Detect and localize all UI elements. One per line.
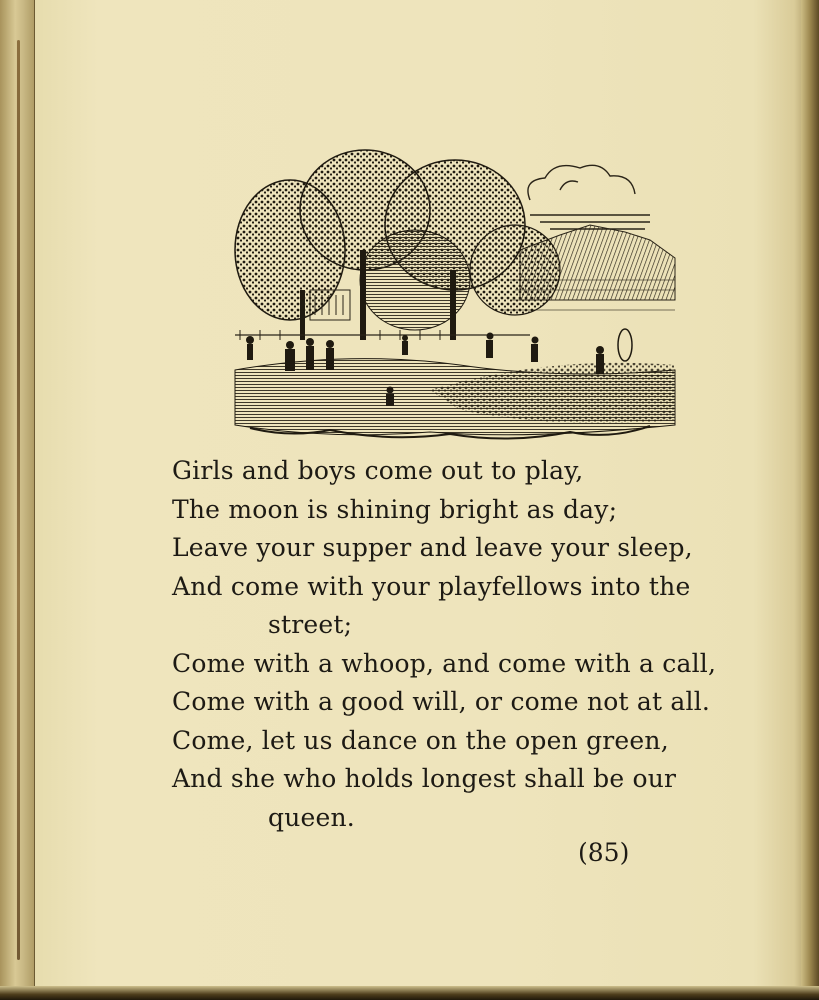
poem-line-continuation: queen. (268, 802, 355, 832)
poem-line-continuation: street; (268, 610, 353, 639)
poem-line: And come with your playfellows into the (172, 571, 691, 601)
page-bottom-edge (0, 986, 819, 1000)
page-number: (85) (578, 838, 630, 867)
poem-line: And she who holds longest shall be our (172, 764, 677, 793)
poem-line: Come with a good will, or come not at all. (172, 687, 711, 716)
page-edge (801, 0, 819, 1000)
poem-line: Come, let us dance on the open green, (172, 725, 669, 755)
nursery-rhyme (172, 452, 742, 837)
hoop (618, 329, 632, 361)
poem-line: The moon is shining bright as day; (172, 494, 618, 524)
poem-line: Leave your supper and leave your sleep, (172, 533, 693, 562)
trees (235, 150, 560, 340)
binding-thread (17, 40, 20, 960)
book-spine (0, 0, 35, 1000)
clouds (528, 165, 650, 229)
poem-line: Girls and boys come out to play, (172, 456, 584, 485)
engraving-illustration (230, 140, 680, 450)
poem-line: Come with a whoop, and come with a call, (172, 648, 717, 678)
